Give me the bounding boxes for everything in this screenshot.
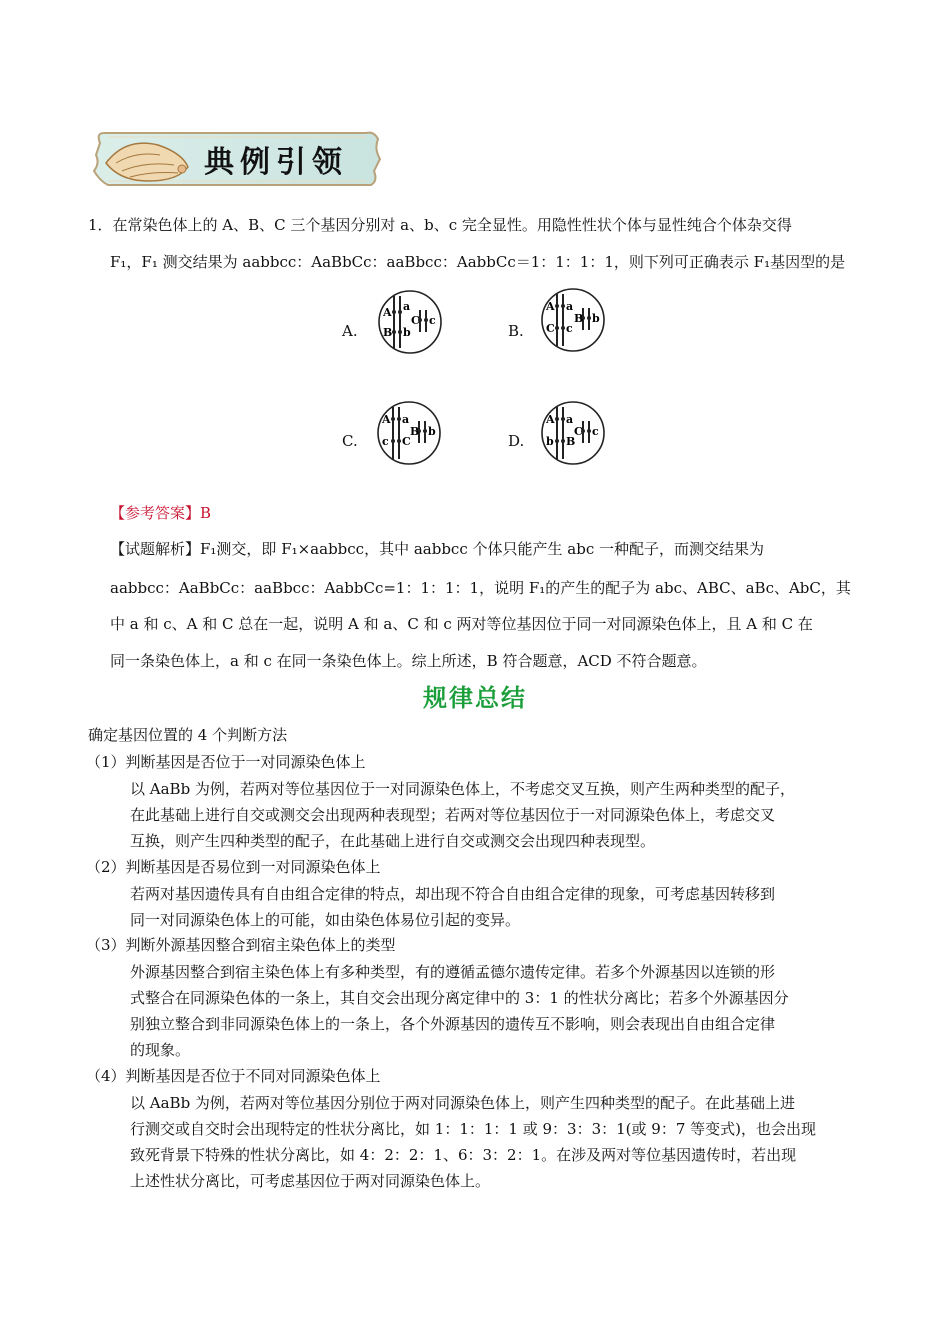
gene-label: a — [402, 413, 410, 426]
section-4-line: 致死背景下特殊的性状分离比，如 4：2：2：1、6：3：2：1。在涉及两对等位基因遗传时，若出现 — [130, 1146, 797, 1164]
section-2-body — [130, 881, 866, 933]
option-c-diagram — [375, 399, 443, 471]
analysis-line-4: 同一条染色体上，a 和 c 在同一条染色体上。综上所述，B 符合题意，ACD 不符合题意。 — [110, 652, 707, 670]
option-b-label: B. — [508, 322, 524, 340]
gene-label: B — [566, 435, 576, 448]
option-d-diagram — [539, 399, 607, 471]
chromosome-diagram-d — [539, 399, 607, 467]
section-3-line: 外源基因整合到宿主染色体上有多种类型，有的遵循孟德尔遗传定律。若多个外源基因以连锁的形 — [130, 963, 776, 981]
chromosome-diagram-b — [539, 286, 607, 354]
option-d-label: D. — [508, 432, 525, 450]
summary-intro: 确定基因位置的 4 个判断方法 — [88, 726, 288, 744]
banner-title: 典例引领 — [204, 145, 348, 180]
gene-label: A — [383, 306, 392, 319]
gene-label: A — [382, 413, 391, 426]
section-1-line: 在此基础上进行自交或测交会出现两种表现型；若两对等位基因位于一对同源染色体上，考虑交叉 — [130, 806, 776, 824]
chromosome-diagram-a — [376, 288, 444, 356]
gene-label: b — [546, 435, 554, 448]
section-3-heading: （3）判断外源基因整合到宿主染色体上的类型 — [86, 936, 396, 954]
section-2-line: 同一对同源染色体上的可能，如由染色体易位引起的变异。 — [130, 911, 521, 929]
section-banner — [86, 123, 386, 193]
gene-label: C — [546, 322, 555, 335]
gene-label: A — [546, 413, 555, 426]
gene-label: c — [566, 322, 573, 335]
section-3-line: 的现象。 — [130, 1041, 191, 1059]
gene-label: a — [566, 413, 574, 426]
section-4-line: 上述性状分离比，可考虑基因位于两对同源染色体上。 — [130, 1172, 491, 1190]
gene-label: b — [592, 312, 600, 325]
gene-label: b — [428, 425, 436, 438]
analysis-line-2: aabbcc：AaBbCc：aaBbcc：AabbCc=1：1：1：1，说明 F₁的产生的配子为 abc、ABC、aBc、AbC，其 — [110, 579, 851, 597]
gene-label: a — [403, 300, 411, 313]
analysis-line-3: 中 a 和 c、A 和 C 总在一起，说明 A 和 a、C 和 c 两对等位基因位于同一对同源染色体上，且 A 和 C 在 — [110, 615, 813, 633]
section-4-heading: （4）判断基因是否位于不同对同源染色体上 — [86, 1067, 381, 1085]
section-1-body — [130, 776, 866, 854]
option-a-diagram — [376, 288, 444, 360]
option-b[interactable] — [508, 322, 524, 340]
gene-label: b — [403, 326, 411, 339]
analysis-line-1: 【试题解析】F₁测交，即 F₁×aabbcc，其中 aabbcc 个体只能产生 abc 一种配子，而测交结果为 — [110, 540, 764, 558]
option-c-label: C. — [342, 432, 358, 450]
section-2-line: 若两对基因遗传具有自由组合定律的特点，却出现不符合自由组合定律的现象，可考虑基因转移到 — [130, 885, 776, 903]
section-4-line: 以 AaBb 为例，若两对等位基因分别位于两对同源染色体上，则产生四种类型的配子。在此基础上进 — [130, 1094, 795, 1112]
option-c[interactable] — [342, 432, 358, 450]
section-1-line: 互换，则产生四种类型的配子，在此基础上进行自交或测交会出现四种表现型。 — [130, 832, 656, 850]
option-a[interactable] — [342, 322, 358, 340]
section-3-body — [130, 959, 866, 1063]
gene-label: B — [574, 312, 584, 325]
chromosome-diagram-c — [375, 399, 443, 467]
option-b-diagram — [539, 286, 607, 358]
gene-label: B — [410, 425, 420, 438]
question-line-1: 1．在常染色体上的 A、B、C 三个基因分别对 a、b、c 完全显性。用隐性性状个体与显性纯合个体杂交得 — [88, 216, 792, 234]
gene-label: a — [566, 300, 574, 313]
gene-label: c — [429, 314, 436, 327]
answer-text: 【参考答案】B — [110, 504, 212, 522]
gene-label: c — [592, 425, 599, 438]
option-a-label: A. — [342, 322, 358, 340]
gene-label: C — [411, 314, 420, 327]
gene-label: C — [574, 425, 583, 438]
question-line-2: F₁，F₁ 测交结果为 aabbcc：AaBbCc：aaBbcc：AabbCc＝1：1：1：1，则下列可正确表示 F₁基因型的是 — [110, 253, 846, 271]
gene-label: A — [546, 300, 555, 313]
section-1-line: 以 AaBb 为例，若两对等位基因位于一对同源染色体上，不考虑交叉互换，则产生两种类型的配子， — [130, 780, 795, 798]
section-3-line: 别独立整合到非同源染色体上的一条上，各个外源基因的遗传互不影响，则会表现出自由组合定律 — [130, 1015, 776, 1033]
section-4-line: 行测交或自交时会出现特定的性状分离比，如 1：1：1：1 或 9：3：3：1(或 9：7 等变式)，也会出现 — [130, 1120, 816, 1138]
gene-label: B — [383, 326, 393, 339]
summary-title: 规律总结 — [423, 683, 527, 712]
section-1-heading: （1）判断基因是否位于一对同源染色体上 — [86, 753, 366, 771]
gene-label: c — [382, 435, 389, 448]
section-4-body — [130, 1090, 866, 1194]
section-3-line: 式整合在同源染色体的一条上，其自交会出现分离定律中的 3：1 的性状分离比；若多个外源基因分 — [130, 989, 789, 1007]
section-2-heading: （2）判断基因是否易位到一对同源染色体上 — [86, 858, 381, 876]
option-d[interactable] — [508, 432, 524, 450]
gene-label: C — [402, 435, 411, 448]
